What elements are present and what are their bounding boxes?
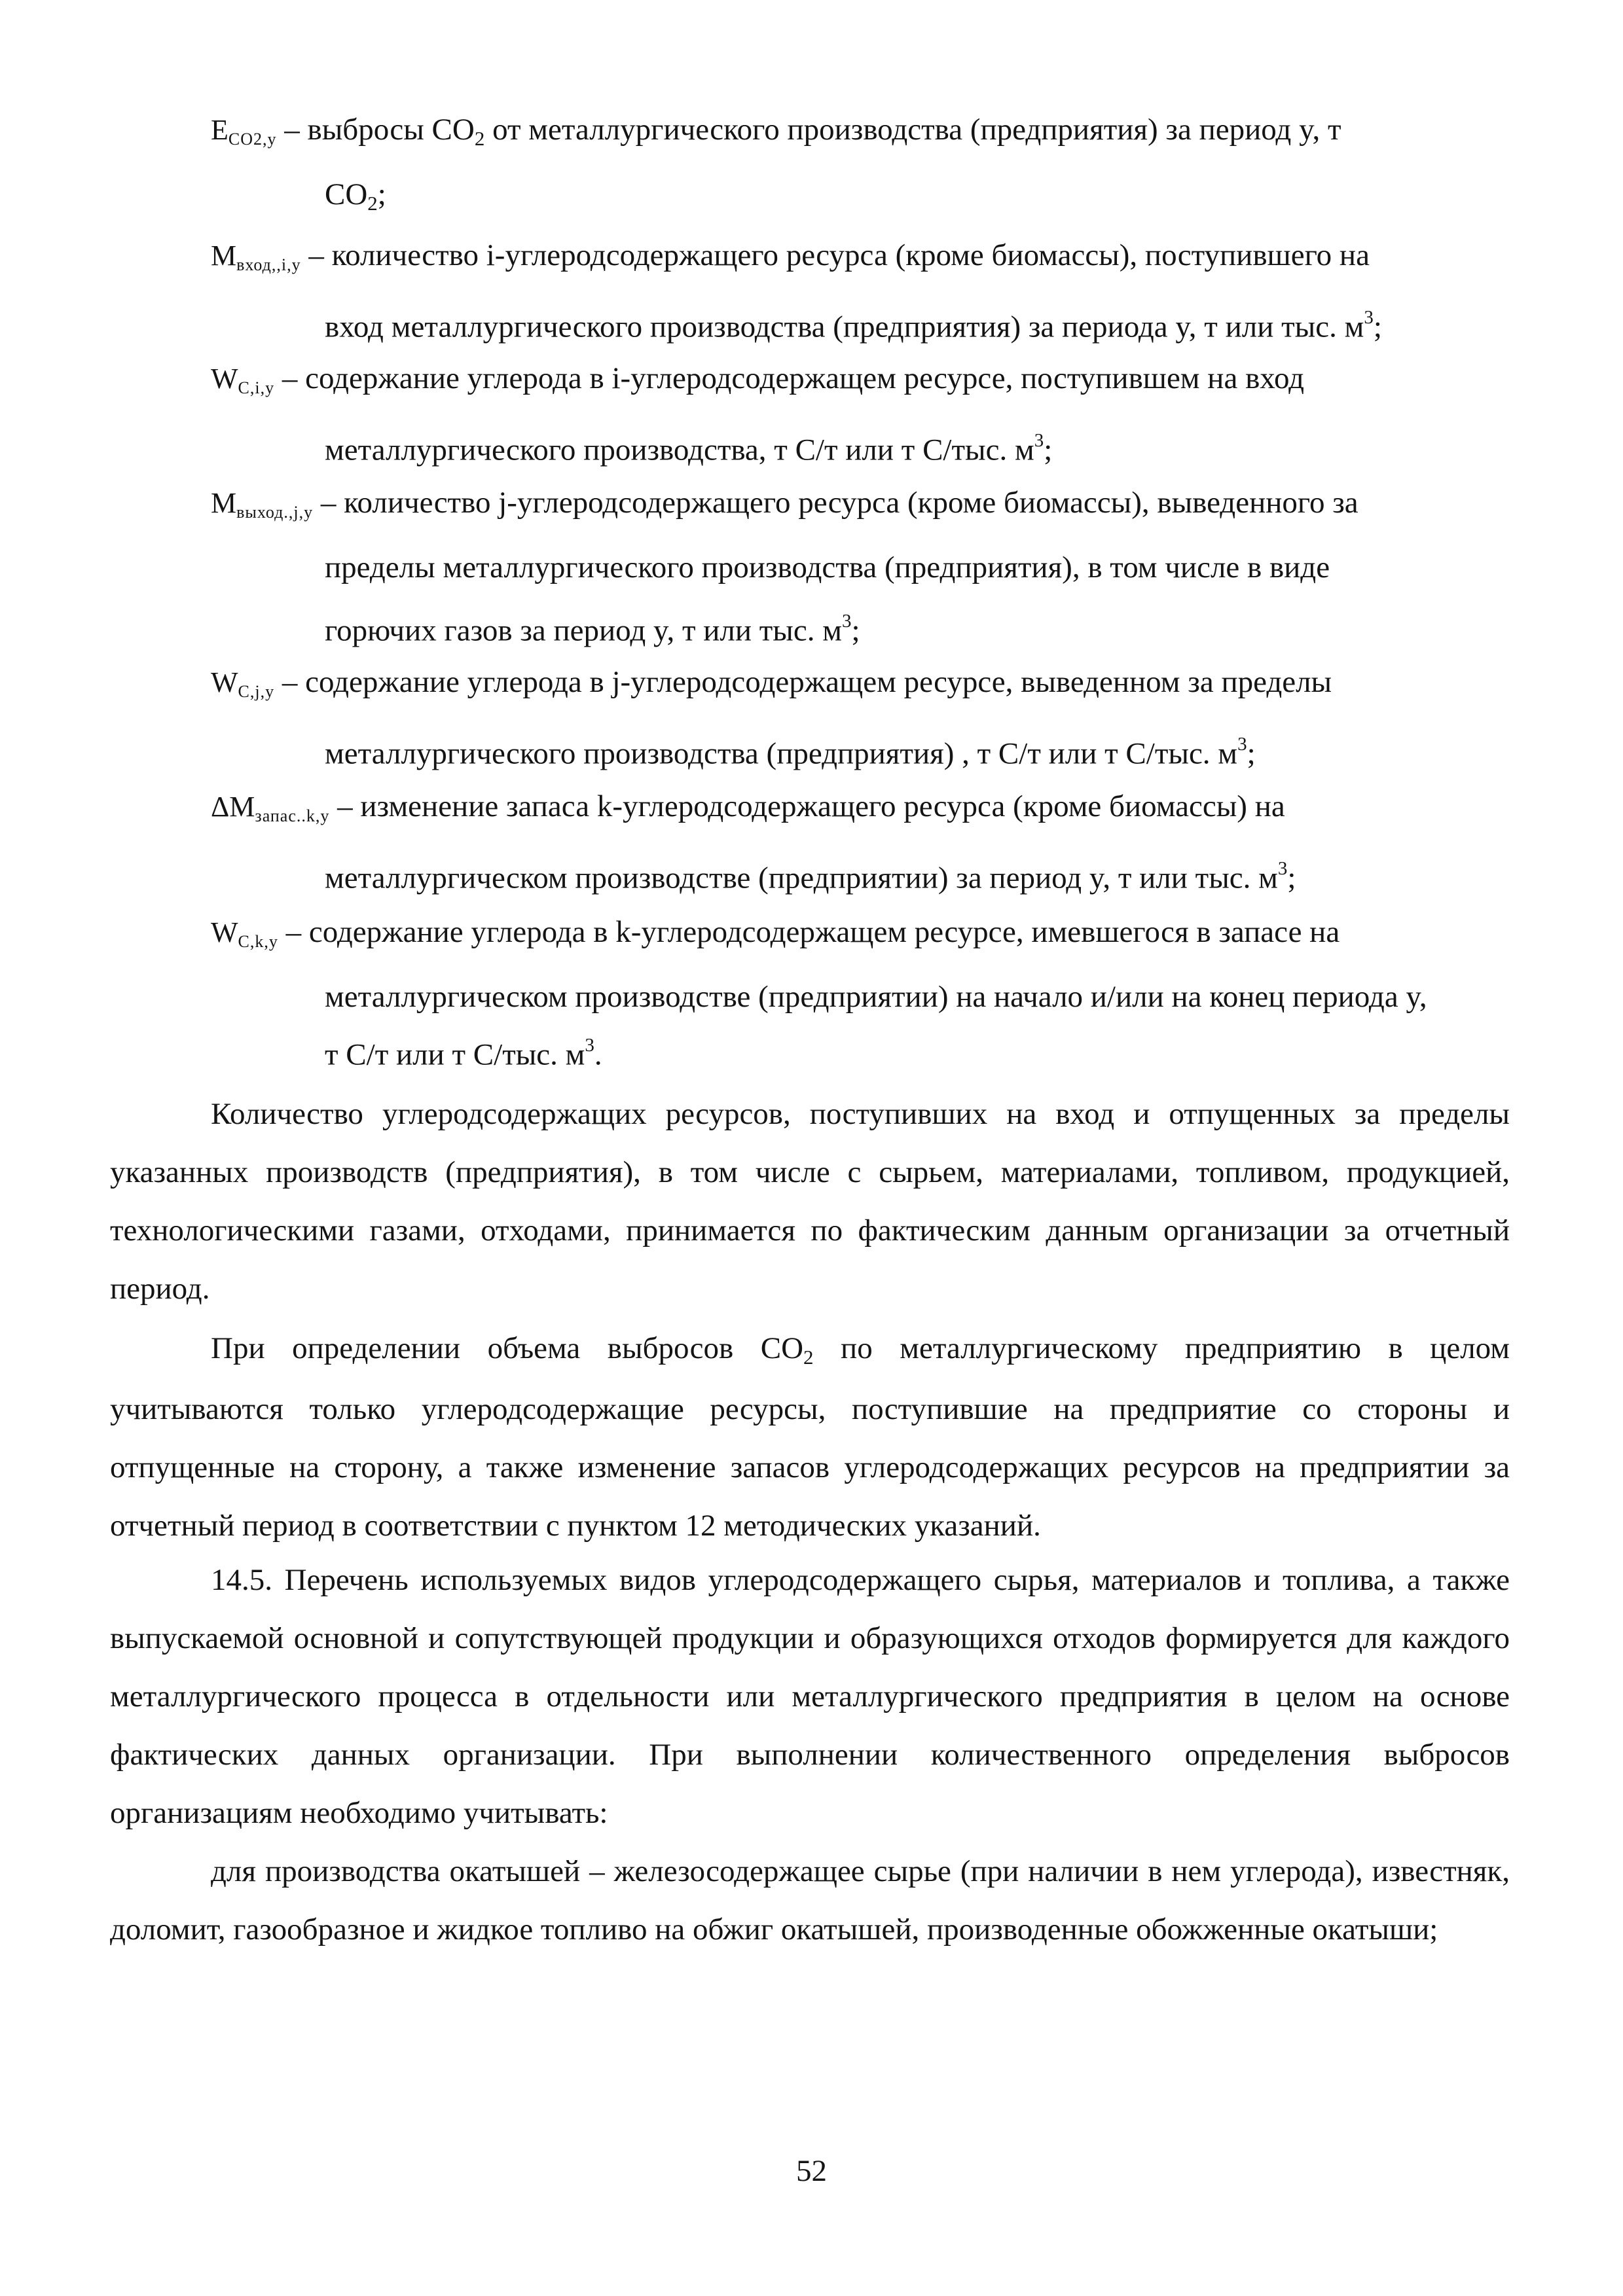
page-number: 52 bbox=[796, 2154, 827, 2188]
definition-continuation: вход металлургического производства (предприятия) за периода y, т или тыс. $м^3$; bbox=[325, 307, 1382, 344]
definition-continuation: металлургического производства, т С/т или т С/тыс. $м^3$; bbox=[325, 430, 1053, 467]
definition-continuation: металлургическом производстве (предприятии) на начало и/или на конец периода y, bbox=[325, 980, 1427, 1014]
symbol: WC,i,y bbox=[211, 363, 275, 397]
definition-continuation: горючих газов за период y, т или тыс. $м^3$; bbox=[325, 611, 860, 648]
definition-w-c-i: WC,i,y – содержание углерода в i-углеродсодержащем ресурсе, поступившем на вход металлургического производства, т С/т или т С/тыс. $м^3$; bbox=[211, 348, 1520, 480]
definition-m-vyhod: Mвыход.,j,y – количество j-углеродсодержащего ресурса (кроме биомассы), выведенного за пределы металлургического производства (предприятия), в том числе в виде горючих газов за период y, т или тыс. $м^3$; bbox=[211, 473, 1520, 661]
paragraph-pellets: для производства окатышей – железосодержащее сырье (при наличии в нем углерода), известняк, доломит, газообразное и жидкое топливо на обжиг окатышей, производенные обожженные окатыши; bbox=[110, 1854, 1510, 1946]
definition-delta-m-zapas: ΔMзапас..k,y – изменение запаса k-углеродсодержащего ресурса (кроме биомассы) на металлургическом производстве (предприятии) за период y, т или тыс. $м^3$; bbox=[211, 776, 1520, 908]
definition-w-c-k: WC,k,y – содержание углерода в k-углеродсодержащем ресурсе, имевшегося в запасе на металлургическом производстве (предприятии) на начало и/или на конец периода y, т С/т или т С/тыс. $м^3$. bbox=[211, 902, 1520, 1085]
definition-continuation: металлургическом производстве (предприятии) за период y, т или тыс. $м^3$; bbox=[325, 858, 1296, 895]
definition-e-co2: ECO2,y – выбросы CO2 от металлургического производства (предприятия) за период y, т CO2; bbox=[211, 99, 1520, 228]
symbol: ECO2,y bbox=[211, 114, 277, 149]
definition-continuation: металлургического производства (предприятия) , т С/т или т С/тыс. $м^3$; bbox=[325, 734, 1256, 771]
paragraph-carbon-resources: Количество углеродсодержащих ресурсов, поступивших на вход и отпущенных за пределы указанных производств (предприятия), в том числе с сырьем, материалами, топливом, продукцией, технологическими газами, отходами, принимается по фактическим данным организации за отчетный период. bbox=[110, 1097, 1510, 1306]
definition-m-vhod: Mвход,,i,y – количество i-углеродсодержащего ресурса (кроме биомассы), поступившего на вход металлургического производства (предприятия) за периода y, т или тыс. $м^3$; bbox=[211, 225, 1520, 357]
symbol: ΔMзапас..k,y bbox=[211, 791, 330, 825]
symbol: WC,j,y bbox=[211, 666, 275, 701]
paragraph-14-5: 14.5. Перечень используемых видов углеродсодержащего сырья, материалов и топлива, а также выпускаемой основной и сопутствующей продукции и образующихся отходов формируется для каждого металлургического процесса в отдельности или металлургического предприятия в целом на основе фактических данных организации. При выполнении количественного определения выбросов организациям необходимо учитывать: bbox=[110, 1563, 1510, 1830]
definition-w-c-j: WC,j,y – содержание углерода в j-углеродсодержащем ресурсе, выведенном за пределы металлургического производства (предприятия) , т С/т или т С/тыс. $м^3$; bbox=[211, 652, 1520, 784]
definition-continuation: CO2; bbox=[325, 177, 386, 215]
definition-continuation: пределы металлургического производства (предприятия), в том числе в виде bbox=[325, 550, 1330, 584]
paragraph-co2-determination: При определении объема выбросов CO2 по металлургическому предприятию в целом учитываются только углеродсодержащие ресурсы, поступившие на предприятие со стороны и отпущенные на сторону, а также изменение запасов углеродсодержащих ресурсов на предприятии за отчетный период в соответствии с пунктом 12 методических указаний. bbox=[110, 1331, 1510, 1543]
symbol: Mвыход.,j,y bbox=[211, 487, 314, 522]
symbol: WC,k,y bbox=[211, 916, 278, 951]
symbol: Mвход,,i,y bbox=[211, 240, 301, 274]
definition-continuation: т С/т или т С/тыс. $м^3$. bbox=[325, 1035, 602, 1072]
